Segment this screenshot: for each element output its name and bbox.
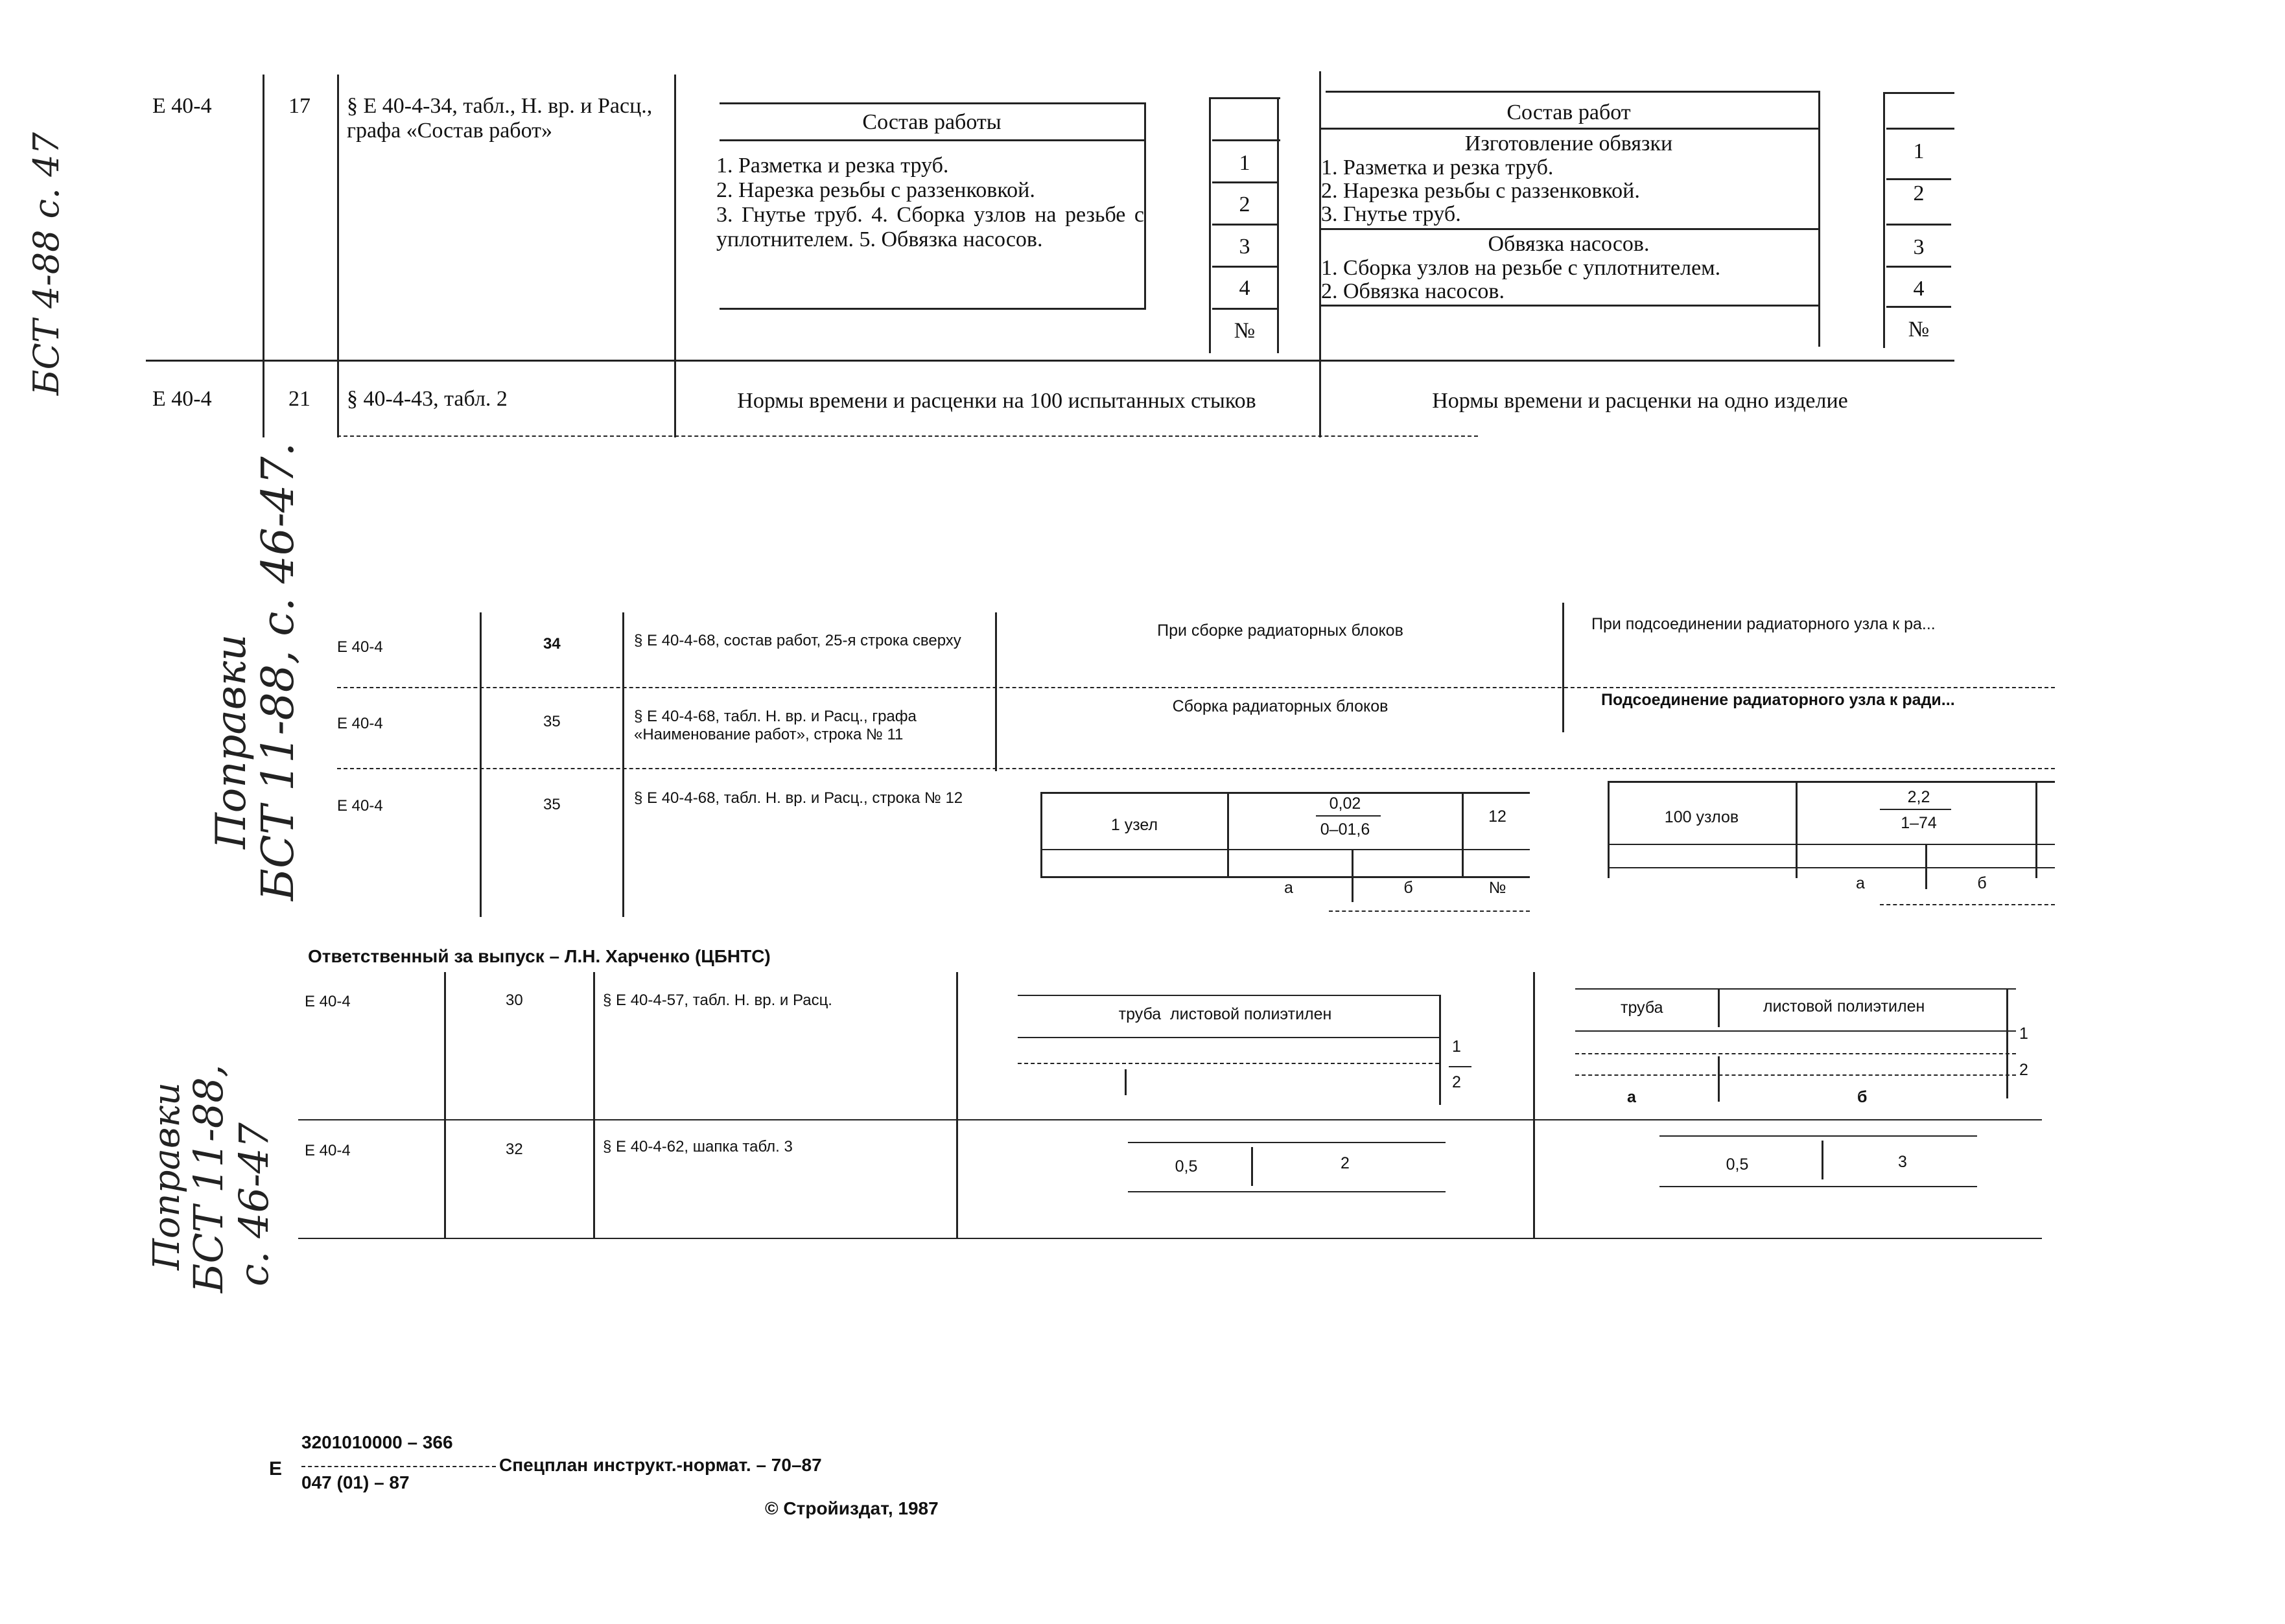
new-denominator: 1–74: [1901, 814, 1937, 832]
new-subtitle-2: Обвязка насосов.: [1488, 232, 1650, 256]
row-code: Е 40-4: [152, 94, 212, 118]
new-item-4: 1. Сборка узлов на резьбе с уплотнителем.: [1321, 256, 1721, 280]
handwritten-note-bottom-3: с. 46-47: [230, 1122, 277, 1286]
imprint-prefix: Е: [269, 1458, 283, 1479]
old-norms-text: Нормы времени и расценки на 100 испытанных стыков: [737, 389, 1256, 413]
new-num-3: 3: [1913, 235, 1925, 259]
old-denominator: 0–01,6: [1320, 820, 1370, 839]
old-item-1: 1. Разметка и резка труб.: [716, 154, 949, 178]
old-text: Сборка радиаторных блоков: [1172, 697, 1389, 715]
old-col-a: а: [1284, 879, 1293, 897]
old-row-number: 12: [1488, 807, 1506, 826]
row-reference: § Е 40-4-68, состав работ, 25-я строка сверху: [634, 632, 961, 649]
old-row-2: 2: [1452, 1073, 1461, 1091]
row-page: 17: [288, 94, 311, 118]
new-num-2: 2: [1913, 181, 1925, 205]
new-item-5: 2. Обвязка насосов.: [1321, 279, 1505, 303]
old-num-4: 4: [1239, 276, 1250, 300]
row-code: Е 40-4: [152, 387, 212, 411]
new-num-label: №: [1908, 318, 1930, 342]
handwritten-note-middle-1: Поправки: [207, 634, 255, 849]
new-value-2: 3: [1898, 1153, 1907, 1171]
old-col-no: №: [1488, 879, 1506, 897]
row-page: 30: [506, 992, 523, 1009]
new-subtitle-1: Изготовление обвязки: [1464, 132, 1673, 156]
new-row-2: 2: [2019, 1061, 2028, 1079]
old-pipe-film: [1018, 1004, 1433, 1024]
old-col-b: б: [1403, 879, 1413, 897]
new-item-2: 2. Нарезка резьбы с раззенковкой.: [1321, 179, 1640, 203]
new-item-1: 1. Разметка и резка труб.: [1321, 156, 1554, 180]
new-numerator: 2,2: [1907, 788, 1930, 806]
row-code: Е 40-4: [337, 715, 383, 732]
new-composition-title: Состав работ: [1506, 100, 1631, 124]
old-text: При сборке радиаторных блоков: [1157, 621, 1403, 640]
handwritten-note-bottom-1: Поправки: [146, 1082, 188, 1270]
new-col-a: а: [1627, 1088, 1636, 1106]
old-composition-title: Состав работы: [862, 110, 1002, 134]
new-film-label: листовой полиэтилен: [1763, 997, 1925, 1015]
old-value-1: 0,5: [1175, 1157, 1198, 1176]
old-num-2: 2: [1239, 192, 1250, 216]
row-code: Е 40-4: [305, 1142, 351, 1159]
old-item-3: 3. Гнутье труб. 4. Сборка узлов на резьбе с уплотнителем. 5. Обвязка насосов.: [716, 203, 1144, 251]
row-reference: § Е 40-4-62, шапка табл. 3: [603, 1138, 793, 1155]
old-row-1: 1: [1452, 1038, 1461, 1056]
row-page: 32: [506, 1141, 523, 1158]
new-value-1: 0,5: [1726, 1155, 1749, 1174]
row-reference: § Е 40-4-57, табл. Н. вр. и Расц.: [603, 992, 832, 1009]
row-page: 21: [288, 387, 311, 411]
new-col-a: а: [1856, 874, 1865, 892]
old-value-2: 2: [1341, 1154, 1350, 1172]
row-page: 34: [543, 635, 561, 653]
handwritten-note-bottom-2: БСТ 11-88,: [185, 1064, 232, 1293]
row-reference: § Е 40-4-68, табл. Н. вр. и Расц., строка № 12: [634, 789, 963, 807]
new-col-b: б: [1857, 1088, 1868, 1106]
new-num-1: 1: [1913, 139, 1925, 163]
old-item-2: 2. Нарезка резьбы с раззенковкой.: [716, 178, 1035, 202]
row-code: Е 40-4: [337, 797, 383, 815]
old-numerator: 0,02: [1329, 795, 1361, 813]
imprint-plan: Спецплан инструкт.-нормат. – 70–87: [499, 1455, 822, 1475]
imprint-copyright: © Стройиздат, 1987: [765, 1498, 939, 1518]
old-pipe-label: труба: [1118, 1005, 1162, 1023]
new-text: При подсоединении радиаторного узла к ра...: [1591, 615, 1936, 633]
row-reference: § 40-4-43, табл. 2: [347, 387, 508, 411]
old-num-label: №: [1234, 319, 1256, 343]
row-reference: § Е 40-4-34, табл., Н. вр. и Расц., графа «Состав работ»: [347, 94, 653, 143]
old-num-3: 3: [1239, 235, 1250, 259]
imprint-code-top: 3201010000 – 366: [301, 1432, 453, 1452]
row-code: Е 40-4: [337, 638, 383, 656]
new-pipe-label: труба: [1621, 999, 1663, 1017]
new-item-3: 3. Гнутье труб.: [1321, 202, 1461, 226]
new-unit: 100 узлов: [1664, 808, 1739, 826]
old-film-label: листовой полиэтилен: [1170, 1005, 1332, 1023]
old-num-1: 1: [1239, 151, 1250, 175]
new-norms-text: Нормы времени и расценки на одно изделие: [1432, 389, 1848, 413]
new-row-1: 1: [2019, 1025, 2028, 1043]
new-text: Подсоединение радиаторного узла к ради...: [1601, 691, 1955, 709]
old-unit: 1 узел: [1110, 816, 1158, 834]
new-num-4: 4: [1913, 277, 1925, 301]
row-page: 35: [543, 796, 561, 813]
handwritten-note-top: БСТ 4-88 с. 47: [26, 132, 67, 395]
row-page: 35: [543, 713, 561, 730]
imprint-code-bottom: 047 (01) – 87: [301, 1472, 410, 1492]
responsible-line: Ответственный за выпуск – Л.Н. Харченко (ЦБНТС): [308, 946, 771, 966]
new-col-b: б: [1977, 874, 1987, 892]
row-code: Е 40-4: [305, 993, 351, 1010]
row-reference: § Е 40-4-68, табл. Н. вр. и Расц., графа «Наименование работ», строка № 11: [634, 708, 917, 743]
handwritten-note-middle-2: БСТ 11-88, с. 46-47.: [253, 442, 304, 901]
